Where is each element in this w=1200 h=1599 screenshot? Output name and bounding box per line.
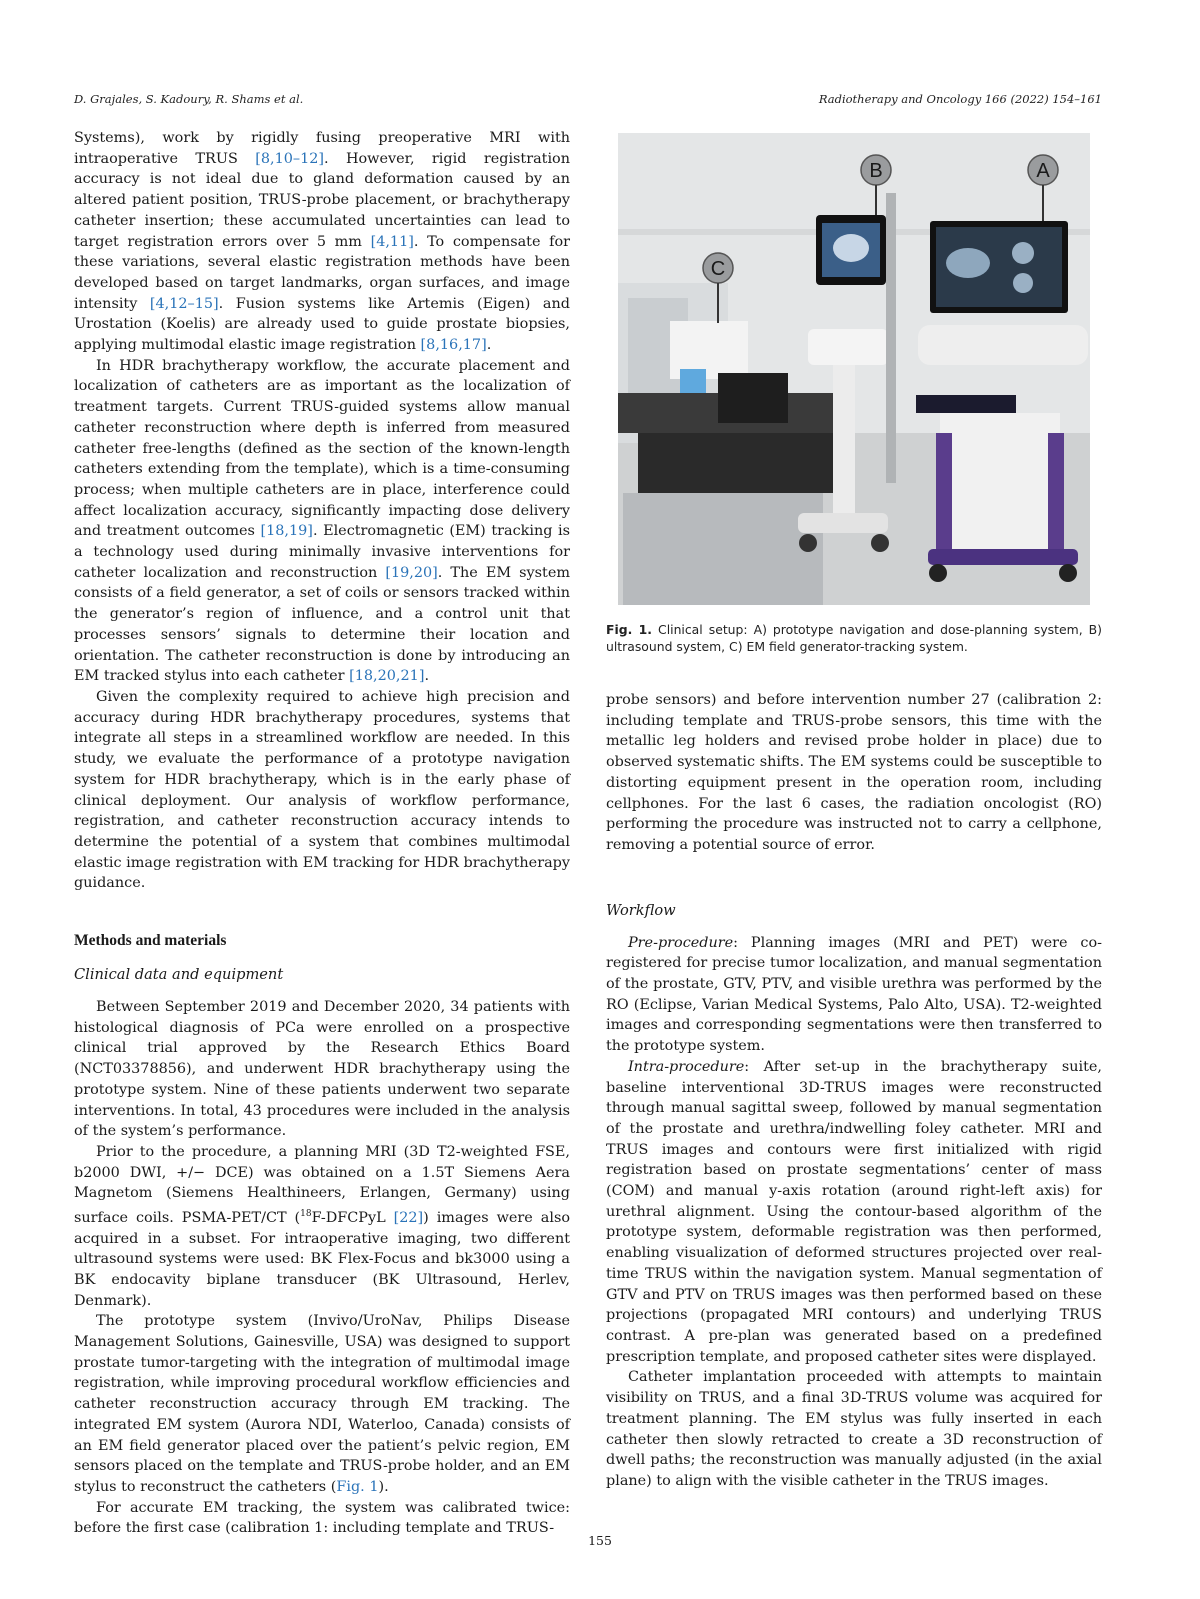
clinical-setup-photo	[618, 133, 1090, 605]
paragraph-prototype-system: The prototype system (Invivo/UroNav, Philips Disease Management Solutions, Gainesville, USA) was designed to support prostate tumor-targeting with the integration of multimodal image registration, while improving procedural workflow efficiencies and catheter reconstruction accuracy through EM tracking. The integrated EM system (Aurora NDI, Waterloo, Canada) consists of an EM field generator placed over the patient’s pelvic region, EM sensors placed on the template and TRUS-probe holder, and an EM stylus to reconstruct the catheters (Fig. 1).	[74, 1313, 570, 1495]
page-number: 155	[588, 1533, 612, 1548]
paragraph-catheter-implantation: Catheter implantation proceeded with attempts to maintain visibility on TRUS, and a final 3D-TRUS volume was acquired for treatment planning. The EM stylus was fully inserted in each catheter then slowly retracted to create a 3D reconstruction of dwell paths; the reconstruction was manually adjusted (in the axial plane) to align with the visible catheter in the TRUS images.	[606, 1369, 1102, 1489]
paragraph-pre-procedure: Pre-procedure: Planning images (MRI and PET) were co-registered for precise tumor localization, and manual segmentation of the prostate, GTV, PTV, and visible urethra was performed by the RO (Eclipse, Varian Medical Systems, Palo Alto, USA). T2-weighted images and corresponding segmentations were then transferred to the prototype system.	[606, 934, 1102, 1055]
right-column	[606, 690, 1102, 1492]
paragraph-calibration-continued: probe sensors) and before intervention number 27 (calibration 2: including template and TRUS-probe sensors, this time with the metallic leg holders and revised probe holder in place) due to observed systematic shifts. The EM systems could be susceptible to distorting equipment present in the operation room, including cellphones. For the last 6 cases, the radiation oncologist (RO) performing the procedure was instructed not to carry a cellphone, removing a potential source of error.	[606, 692, 1102, 853]
citation-link[interactable]: [18,20,21]	[349, 668, 425, 685]
paragraph-fusion-systems: Systems), work by rigidly fusing preoperative MRI with intraoperative TRUS [8,10–12]. However, rigid registration accuracy is not ideal due to gland deformation caused by an altered patient position, TRUS-probe placement, or brachytherapy catheter insertion; these accumulated uncertainties can lead to target registration errors over 5 mm [4,11]. To compensate for these variations, several elastic registration methods have been developed based on target landmarks, organ surfaces, and image intensity [4,12–15]. Fusion systems like Artemis (Eigen) and Urostation (Koelis) are already used to guide prostate biopsies, applying multimodal elastic image registration [8,16,17].	[74, 130, 570, 354]
paragraph-intra-procedure: Intra-procedure: After set-up in the brachytherapy suite, baseline interventional 3D-TRUS images were reconstructed through manual sagittal sweep, followed by manual segmentation of the prostate and urethra/indwelling foley catheter. MRI and TRUS images and contours were first initialized with rigid registration based on prostate segmentations’ center of mass (COM) and manual y-axis rotation (around right-left axis) for urethral alignment. Using the contour-based algorithm of the prototype system, deformable registration was then performed, enabling visualization of deformed structures projected over real-time TRUS within the navigation system. Manual segmentation of GTV and PTV on TRUS images was then performed based on these projections (propagated MRI contours) and underlying TRUS contrast. A pre-plan was generated based on a predefined prescription template, and proposed catheter sites were displayed.	[606, 1058, 1102, 1365]
subsection-title-clinical-data: Clinical data and equipment	[74, 966, 284, 984]
superscript: 18	[300, 1209, 312, 1220]
clinical-setup-illustration	[618, 133, 1090, 605]
paragraph-study-aim: Given the complexity required to achieve high precision and accuracy during HDR brachytherapy procedures, systems that integrate all steps in a streamlined workflow are needed. In this study, we evaluate the performance of a prototype navigation system for HDR brachytherapy, which is in the early phase of clinical deployment. Our analysis of workflow performance, registration, and catheter reconstruction accuracy intends to determine the potential of a system that combines multimodal elastic image registration with EM tracking for HDR brachytherapy guidance.	[74, 688, 570, 892]
citation-link[interactable]: [4,12–15]	[149, 295, 219, 312]
paragraph-calibration: For accurate EM tracking, the system was calibrated twice: before the first case (calibration 1: including template and TRUS-	[74, 1499, 570, 1537]
figure-caption-label: Fig. 1.	[606, 622, 653, 637]
figure-link[interactable]: Fig. 1	[336, 1478, 379, 1495]
running-header-authors: D. Grajales, S. Kadoury, R. Shams et al.	[74, 92, 304, 106]
citation-link[interactable]: [4,11]	[370, 233, 414, 250]
figure-label-a: A	[1036, 160, 1050, 182]
left-column	[74, 128, 570, 1539]
paragraph-patients: Between September 2019 and December 2020, 34 patients with histological diagnosis of PCa were enrolled on a prospective clinical trial approved by the Research Ethics Board (NCT03378856), and underwent HDR brachytherapy using the prototype system. Nine of these patients underwent two separate interventions. In total, 43 procedures were included in the analysis of the system’s performance.	[74, 999, 570, 1140]
citation-link[interactable]: [8,16,17]	[420, 337, 487, 354]
citation-link[interactable]: [8,10–12]	[255, 150, 324, 167]
subsection-title-workflow: Workflow	[606, 901, 676, 919]
figure-caption: Fig. 1. Clinical setup: A) prototype navigation and dose-planning system, B) ultrasound system, C) EM field generator-tracking system.	[606, 622, 1102, 654]
section-title-methods: Methods and materials	[74, 932, 227, 950]
figure-label-c: C	[710, 258, 726, 280]
figure-label-b: B	[869, 160, 883, 182]
citation-link[interactable]: [18,19]	[260, 523, 313, 540]
paragraph-imaging: Prior to the procedure, a planning MRI (3D T2-weighted FSE, b2000 DWI, +/− DCE) was obtained on a 1.5T Siemens Aera Magnetom (Siemens Healthineers, Erlangen, Germany) using surface coils. PSMA-PET/CT ($^{18}$F-DFCPyL [22]) images were also acquired in a subset. For intraoperative imaging, two different ultrasound systems were used: BK Flex-Focus and bk3000 using a BK endocavity biplane transducer (BK Ultrasound, Herlev, Denmark).	[74, 1143, 570, 1309]
running-header-journal: Radiotherapy and Oncology 166 (2022) 154–161	[818, 92, 1102, 106]
paragraph-hdr-workflow: In HDR brachytherapy workflow, the accurate placement and localization of catheters are as important as the localization of treatment targets. Current TRUS-guided systems allow manual catheter reconstruction where depth is inferred from measured catheter free-lengths (defined as the section of the known-length catheters extending from the template), which is a time-consuming process; when multiple catheters are in place, interference could affect localization accuracy, significantly impacting dose delivery and treatment outcomes [18,19]. Electromagnetic (EM) tracking is a technology used during minimally invasive interventions for catheter localization and reconstruction [19,20]. The EM system consists of a field generator, a set of coils or sensors tracked within the generator’s region of influence, and a control unit that processes sensors’ signals to determine their location and orientation. The catheter reconstruction is done by introducing an EM tracked stylus into each catheter [18,20,21].	[74, 357, 571, 685]
citation-link[interactable]: [22]	[393, 1209, 424, 1226]
citation-link[interactable]: [19,20]	[385, 564, 438, 581]
